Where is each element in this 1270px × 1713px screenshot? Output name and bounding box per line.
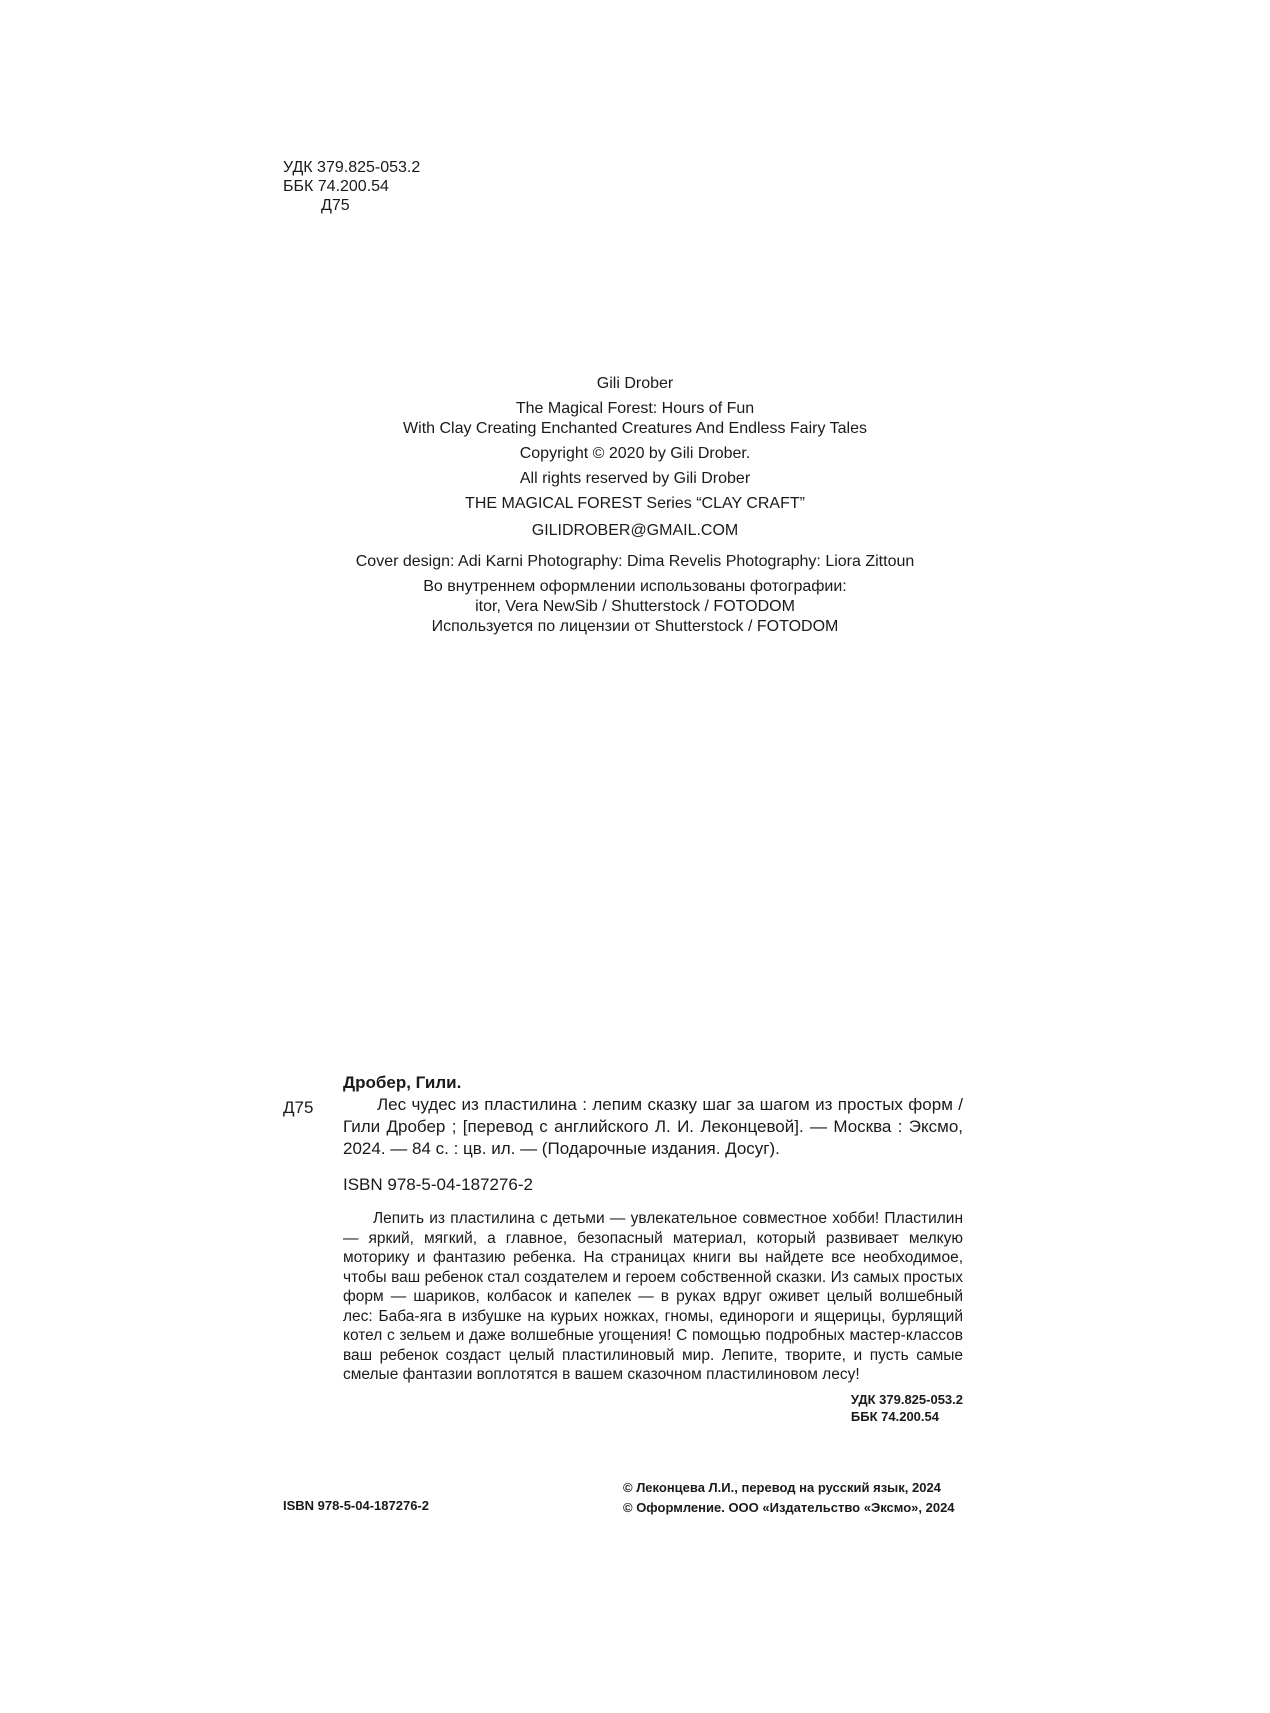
author-mark: Д75: [321, 197, 350, 214]
original-title-line-1: The Magical Forest: Hours of Fun: [515, 400, 755, 417]
design-copyright: © Оформление. ООО «Издательство «Эксмо», 2024: [623, 1500, 955, 1515]
catalog-bbk: ББК 74.200.54: [850, 1408, 939, 1424]
catalog-classification: [343, 1391, 963, 1425]
photo-credits-line-3: Используется по лицензии от Shutterstock / FOTODOM: [431, 618, 839, 635]
original-credits: [0, 374, 1270, 637]
bibliographic-description: Лес чудес из пластилина : лепим сказку шаг за шагом из простых форм / Гили Дробер ; [перевод с английского Л. И. Леконцевой]. — Москва : Эксмо, 2024. — 84 с. : цв. ил. — (Подарочные издания. Досуг).: [343, 1095, 963, 1158]
catalog-isbn: ISBN 978-5-04-187276-2: [343, 1175, 533, 1194]
udk-code: УДК 379.825-053.2: [283, 159, 421, 176]
catalog-author-mark: Д75: [283, 1098, 314, 1117]
bottom-copyright: [623, 1478, 955, 1518]
annotation-text: Лепить из пластилина с детьми — увлекательное совместное хобби! Пластилин — яркий, мягкий, а главное, безопасный материал, который развивает мелкую моторику и фантазию ребенка. На страницах книги вы найдете все необходимое, чтобы ваш ребенок стал создателем и героем собственной сказки. Из самых простых форм — шариков, колбасок и капелек — в руках вдруг оживет целый волшебный лес: Баба-яга в избушке на курьих ножках, гномы, единороги и ящерицы, бурлящий котел с зельем и даже волшебные угощения! С помощью подробных мастер-классов ваш ребенок создаст целый пластилиновый мир. Лепите, творите, и пусть самые смелые фантазии воплотятся в вашем сказочном пластилиновом лесу!: [343, 1210, 963, 1383]
bbk-code: ББК 74.200.54: [283, 178, 389, 195]
copyright-notice: Copyright © 2020 by Gili Drober.: [519, 445, 751, 462]
original-title-line-2: With Clay Creating Enchanted Creatures And Endless Fairy Tales: [403, 420, 867, 437]
rights-notice: All rights reserved by Gili Drober: [519, 470, 751, 487]
bottom-isbn: ISBN 978-5-04-187276-2: [283, 1498, 429, 1513]
translation-copyright: © Леконцева Л.И., перевод на русский язык, 2024: [623, 1480, 941, 1495]
top-classification: [283, 158, 420, 215]
design-credits: Cover design: Adi Karni Photography: Dima Revelis Photography: Liora Zittoun: [355, 553, 915, 570]
author-email: GILIDROBER@GMAIL.COM: [531, 522, 739, 539]
catalog-author: Дробер, Гили.: [343, 1073, 462, 1092]
catalog-card: [343, 1072, 963, 1425]
catalog-udk: УДК 379.825-053.2: [850, 1391, 963, 1407]
series-name: THE MAGICAL FOREST Series “CLAY CRAFT”: [465, 495, 805, 512]
photo-credits-line-1: Во внутреннем оформлении использованы фотографии:: [423, 578, 847, 595]
photo-credits-line-2: itor, Vera NewSib / Shutterstock / FOTODOM: [475, 598, 795, 615]
original-author: Gili Drober: [596, 375, 674, 392]
